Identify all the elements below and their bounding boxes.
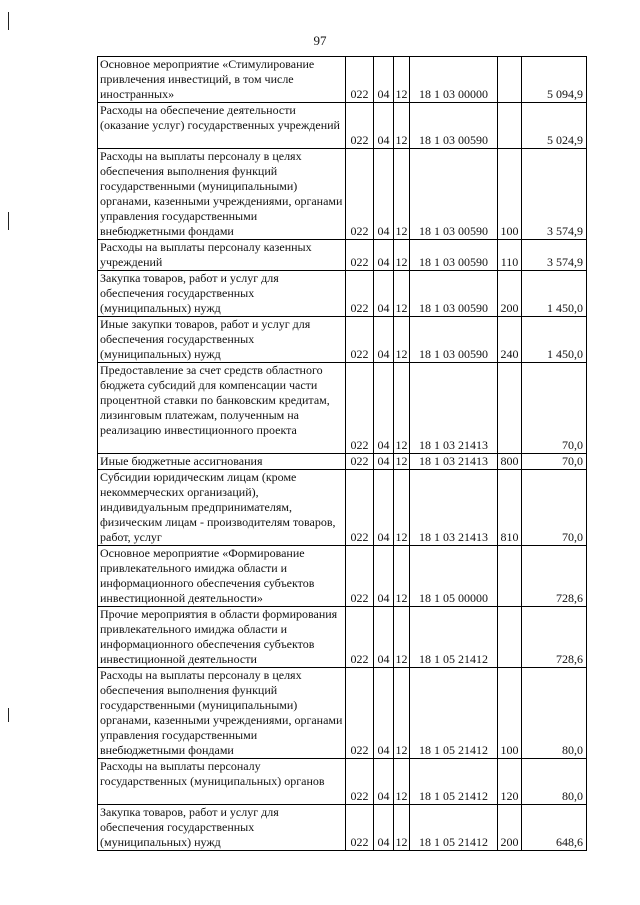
expense-name-cell: Основное мероприятие «Стимулирование привлечения инвестиций, в том числе иностранных»	[98, 57, 346, 103]
amount-cell: 70,0	[522, 363, 587, 454]
subsection-code-cell: 12	[394, 470, 410, 546]
table-row	[98, 240, 587, 271]
target-article-cell: 18 1 03 21413	[410, 454, 498, 470]
expense-name-cell: Расходы на выплаты персоналу в целях обеспечения выполнения функций государственными (муниципальными) органами, казенными учреждениями, органами управления государственными внебюджетными фондами	[98, 149, 346, 240]
amount-cell: 80,0	[522, 668, 587, 759]
subsection-code-cell: 12	[394, 668, 410, 759]
target-article-cell: 18 1 03 00590	[410, 317, 498, 363]
grbs-code-cell: 022	[346, 363, 374, 454]
section-code-cell: 04	[374, 668, 394, 759]
grbs-code-cell: 022	[346, 470, 374, 546]
amount-cell: 648,6	[522, 805, 587, 851]
expense-type-cell: 200	[498, 805, 522, 851]
section-code-cell: 04	[374, 470, 394, 546]
target-article-cell: 18 1 03 00590	[410, 149, 498, 240]
grbs-code-cell: 022	[346, 240, 374, 271]
section-code-cell: 04	[374, 317, 394, 363]
section-code-cell: 04	[374, 149, 394, 240]
section-code-cell: 04	[374, 271, 394, 317]
expense-name-cell: Субсидии юридическим лицам (кроме некоммерческих организаций), индивидуальным предпринимателям, физическим лицам - производителям товаров, работ, услуг	[98, 470, 346, 546]
target-article-cell: 18 1 03 00590	[410, 103, 498, 149]
expense-name-cell: Предоставление за счет средств областного бюджета субсидий для компенсации части процентной ставки по банковским кредитам, лизинговым платежам, полученным на реализацию инвестиционного проекта	[98, 363, 346, 454]
target-article-cell: 18 1 05 21412	[410, 668, 498, 759]
amount-cell: 728,6	[522, 607, 587, 668]
subsection-code-cell: 12	[394, 103, 410, 149]
expense-name-cell: Иные бюджетные ассигнования	[98, 454, 346, 470]
subsection-code-cell: 12	[394, 546, 410, 607]
expense-type-cell: 810	[498, 470, 522, 546]
amount-cell: 5 094,9	[522, 57, 587, 103]
budget-table	[97, 56, 587, 851]
expense-type-cell: 100	[498, 149, 522, 240]
target-article-cell: 18 1 03 00590	[410, 271, 498, 317]
expense-type-cell: 100	[498, 668, 522, 759]
amount-cell: 3 574,9	[522, 240, 587, 271]
table-row	[98, 759, 587, 805]
grbs-code-cell: 022	[346, 57, 374, 103]
grbs-code-cell: 022	[346, 805, 374, 851]
grbs-code-cell: 022	[346, 546, 374, 607]
table-row	[98, 317, 587, 363]
section-code-cell: 04	[374, 546, 394, 607]
expense-type-cell: 200	[498, 271, 522, 317]
table-row	[98, 271, 587, 317]
expense-type-cell	[498, 57, 522, 103]
subsection-code-cell: 12	[394, 57, 410, 103]
grbs-code-cell: 022	[346, 317, 374, 363]
grbs-code-cell: 022	[346, 149, 374, 240]
target-article-cell: 18 1 03 21413	[410, 470, 498, 546]
target-article-cell: 18 1 05 21412	[410, 607, 498, 668]
subsection-code-cell: 12	[395, 454, 408, 468]
section-code-cell: 04	[374, 103, 394, 149]
table-row	[98, 546, 587, 607]
expense-type-cell: 110	[498, 240, 522, 271]
amount-cell: 80,0	[522, 759, 587, 805]
expense-type-cell: 120	[498, 759, 522, 805]
target-article-cell: 18 1 03 00590	[410, 240, 498, 271]
amount-cell: 5 024,9	[522, 103, 587, 149]
amount-cell: 1 450,0	[522, 271, 587, 317]
expense-name-cell: Расходы на выплаты персоналу в целях обеспечения выполнения функций государственными (муниципальными) органами, казенными учреждениями, органами управления государственными внебюджетными фондами	[98, 668, 346, 759]
expense-type-cell	[498, 103, 522, 149]
amount-cell: 728,6	[522, 546, 587, 607]
table-row	[98, 149, 587, 240]
section-code-cell: 04	[374, 759, 394, 805]
target-article-cell: 18 1 03 21413	[410, 363, 498, 454]
expense-name-cell: Расходы на выплаты персоналу казенных учреждений	[98, 240, 346, 271]
subsection-code-cell: 12	[394, 271, 410, 317]
grbs-code-cell: 022	[346, 607, 374, 668]
expense-name-cell: Расходы на выплаты персоналу государственных (муниципальных) органов	[98, 759, 346, 805]
subsection-code-cell: 12	[394, 759, 410, 805]
subsection-code-cell: 12	[394, 149, 410, 240]
page-number: 97	[313, 33, 327, 48]
table-row	[98, 470, 587, 546]
table-row	[98, 607, 587, 668]
target-article-cell: 18 1 05 21412	[410, 805, 498, 851]
subsection-code-cell: 12	[394, 805, 410, 851]
grbs-code-cell: 022	[346, 668, 374, 759]
expense-name-cell: Закупка товаров, работ и услуг для обеспечения государственных (муниципальных) нужд	[98, 271, 346, 317]
target-article-cell: 18 1 03 00000	[410, 57, 498, 103]
target-article-cell: 18 1 05 21412	[410, 759, 498, 805]
expense-name-cell: Прочие мероприятия в области формирования привлекательного имиджа области и информационного обеспечения субъектов инвестиционной деятельности	[98, 607, 346, 668]
section-code-cell: 04	[374, 454, 394, 470]
amount-cell: 70,0	[522, 470, 587, 546]
section-code-cell: 04	[374, 240, 394, 271]
subsection-code-cell: 12	[394, 607, 410, 668]
section-code-cell: 04	[374, 363, 394, 454]
table-row	[98, 454, 587, 470]
expense-name-cell: Иные закупки товаров, работ и услуг для обеспечения государственных (муниципальных) нужд	[98, 317, 346, 363]
scan-edge-mark	[8, 12, 9, 30]
table-row	[98, 103, 587, 149]
expense-type-cell: 800	[498, 454, 522, 470]
expense-type-cell: 240	[498, 317, 522, 363]
subsection-code-cell: 12	[394, 240, 410, 271]
section-code-cell: 04	[374, 607, 394, 668]
table-row	[98, 57, 587, 103]
table-row	[98, 363, 587, 454]
target-article-cell: 18 1 05 00000	[410, 546, 498, 607]
subsection-code-cell: 12	[394, 317, 410, 363]
expense-type-cell	[498, 363, 522, 454]
expense-name-cell: Основное мероприятие «Формирование привлекательного имиджа области и информационного обеспечения субъектов инвестиционной деятельности»	[98, 546, 346, 607]
expense-type-cell	[498, 546, 522, 607]
section-code-cell: 04	[374, 57, 394, 103]
section-code-cell: 04	[374, 805, 394, 851]
amount-cell: 3 574,9	[522, 149, 587, 240]
grbs-code-cell: 022	[346, 454, 374, 470]
subsection-code-cell: 12	[394, 363, 410, 454]
grbs-code-cell: 022	[346, 759, 374, 805]
table-row	[98, 805, 587, 851]
scan-edge-mark	[8, 212, 9, 230]
expense-name-cell: Закупка товаров, работ и услуг для обеспечения государственных (муниципальных) нужд	[98, 805, 346, 851]
expense-type-cell	[498, 607, 522, 668]
amount-cell: 70,0	[522, 454, 587, 470]
expense-name-cell: Расходы на обеспечение деятельности (оказание услуг) государственных учреждений	[98, 103, 346, 149]
grbs-code-cell: 022	[346, 103, 374, 149]
grbs-code-cell: 022	[346, 271, 374, 317]
amount-cell: 1 450,0	[522, 317, 587, 363]
scan-edge-mark	[8, 708, 9, 722]
table-row	[98, 668, 587, 759]
